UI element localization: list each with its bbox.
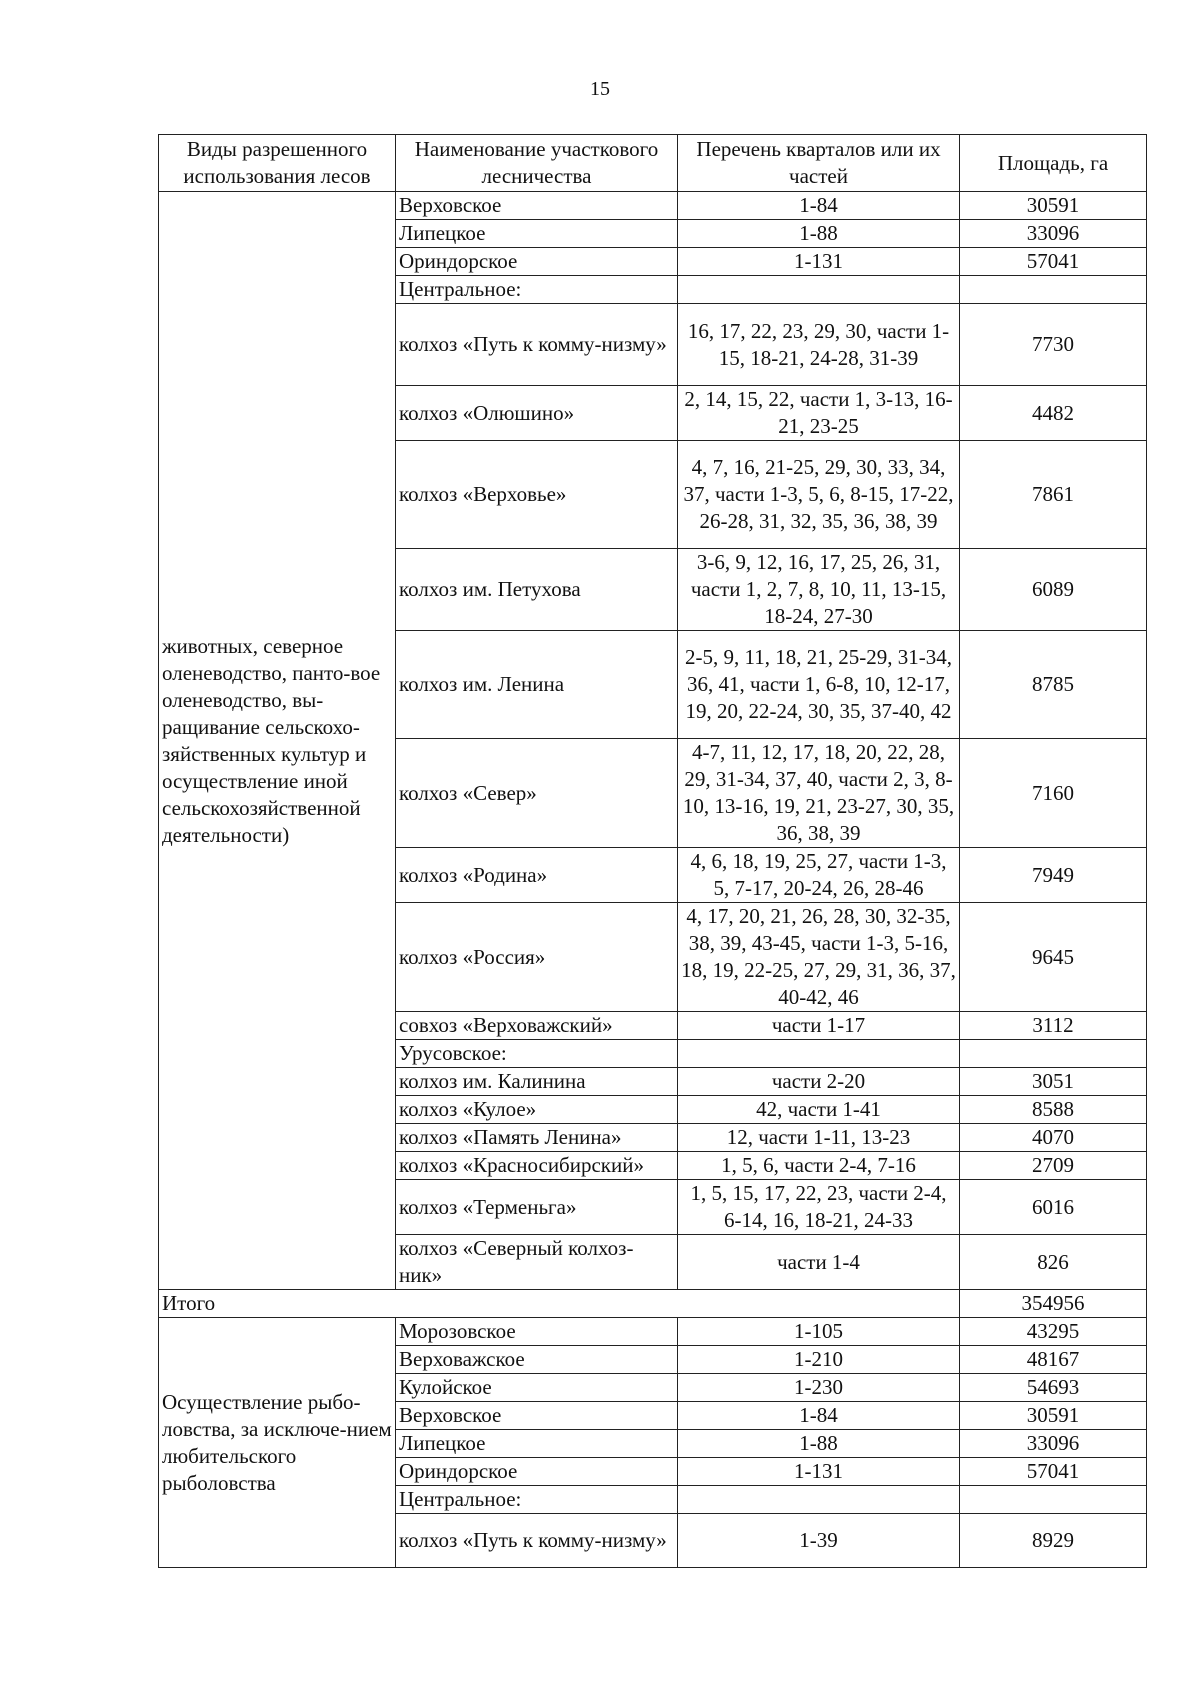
header-use-type: Виды разрешенного использования лесов	[159, 135, 396, 192]
forestry-name: колхоз им. Петухова	[396, 549, 678, 631]
area-cell: 33096	[960, 1430, 1147, 1458]
forestry-name: Ориндорское	[396, 1458, 678, 1486]
quarters-cell: 1-131	[678, 1458, 960, 1486]
total-label: Итого	[159, 1290, 960, 1318]
area-cell: 8929	[960, 1514, 1147, 1568]
quarters-cell: 4, 17, 20, 21, 26, 28, 30, 32-35, 38, 39, 43-45, части 1-3, 5-16, 18, 19, 22-25, 27, 29, 31, 36, 37, 40-42, 46	[678, 903, 960, 1012]
forestry-name: Центральное:	[396, 1486, 678, 1514]
area-cell: 826	[960, 1235, 1147, 1290]
forestry-name: колхоз им. Ленина	[396, 631, 678, 739]
forest-use-table	[158, 134, 1147, 1568]
forestry-name: колхоз «Кулое»	[396, 1096, 678, 1124]
area-cell: 3051	[960, 1068, 1147, 1096]
forestry-name: колхоз «Северный колхоз-ник»	[396, 1235, 678, 1290]
quarters-cell: 1, 5, 6, части 2-4, 7-16	[678, 1152, 960, 1180]
quarters-cell: 2, 14, 15, 22, части 1, 3-13, 16-21, 23-25	[678, 386, 960, 441]
forestry-name: Липецкое	[396, 1430, 678, 1458]
forestry-name: колхоз «Путь к комму-низму»	[396, 304, 678, 386]
quarters-cell	[678, 1040, 960, 1068]
table-row	[159, 192, 1147, 220]
area-cell: 57041	[960, 248, 1147, 276]
quarters-cell: 16, 17, 22, 23, 29, 30, части 1-15, 18-21, 24-28, 31-39	[678, 304, 960, 386]
forestry-name: колхоз «Терменьга»	[396, 1180, 678, 1235]
quarters-cell: 4, 6, 18, 19, 25, 27, части 1-3, 5, 7-17, 20-24, 26, 28-46	[678, 848, 960, 903]
area-cell: 7160	[960, 739, 1147, 848]
quarters-cell	[678, 1486, 960, 1514]
area-cell: 4070	[960, 1124, 1147, 1152]
quarters-cell: 1-84	[678, 1402, 960, 1430]
area-cell: 6089	[960, 549, 1147, 631]
area-cell: 7861	[960, 441, 1147, 549]
quarters-cell: 4-7, 11, 12, 17, 18, 20, 22, 28, 29, 31-34, 37, 40, части 2, 3, 8-10, 13-16, 19, 21, 23-27, 30, 35, 36, 38, 39	[678, 739, 960, 848]
area-cell: 30591	[960, 1402, 1147, 1430]
use-type-cell: животных, северное оленеводство, панто-вое оленеводство, вы-ращивание сельскохо-зяйственных культур и осуществление иной сельскохозяйственной деятельности)	[159, 192, 396, 1290]
forestry-name: Кулойское	[396, 1374, 678, 1402]
quarters-cell: 1-39	[678, 1514, 960, 1568]
forestry-name: Урусовское:	[396, 1040, 678, 1068]
total-area: 354956	[960, 1290, 1147, 1318]
quarters-cell: 1-88	[678, 1430, 960, 1458]
quarters-cell: 1-84	[678, 192, 960, 220]
quarters-cell: 3-6, 9, 12, 16, 17, 25, 26, 31, части 1, 2, 7, 8, 10, 11, 13-15, 18-24, 27-30	[678, 549, 960, 631]
quarters-cell: 4, 7, 16, 21-25, 29, 30, 33, 34, 37, части 1-3, 5, 6, 8-15, 17-22, 26-28, 31, 32, 35, 36, 38, 39	[678, 441, 960, 549]
table-row	[159, 1318, 1147, 1346]
area-cell: 4482	[960, 386, 1147, 441]
forestry-name: колхоз им. Калинина	[396, 1068, 678, 1096]
forestry-name: колхоз «Память Ленина»	[396, 1124, 678, 1152]
area-cell: 8785	[960, 631, 1147, 739]
quarters-cell	[678, 276, 960, 304]
quarters-cell: 1-88	[678, 220, 960, 248]
area-cell	[960, 1486, 1147, 1514]
total-row	[159, 1290, 1147, 1318]
forestry-name: колхоз «Красносибирский»	[396, 1152, 678, 1180]
quarters-cell: 2-5, 9, 11, 18, 21, 25-29, 31-34, 36, 41, части 1, 6-8, 10, 12-17, 19, 20, 22-24, 30, 35, 37-40, 42	[678, 631, 960, 739]
quarters-cell: 1-230	[678, 1374, 960, 1402]
forestry-name: колхоз «Родина»	[396, 848, 678, 903]
page-number: 15	[590, 78, 610, 100]
quarters-cell: части 1-4	[678, 1235, 960, 1290]
forestry-name: Морозовское	[396, 1318, 678, 1346]
forestry-name: колхоз «Олюшино»	[396, 386, 678, 441]
area-cell	[960, 276, 1147, 304]
header-area: Площадь, га	[960, 135, 1147, 192]
header-row	[159, 135, 1147, 192]
area-cell: 33096	[960, 220, 1147, 248]
forestry-name: колхоз «Верховье»	[396, 441, 678, 549]
forestry-name: Липецкое	[396, 220, 678, 248]
quarters-cell: 1, 5, 15, 17, 22, 23, части 2-4, 6-14, 16, 18-21, 24-33	[678, 1180, 960, 1235]
quarters-cell: 1-210	[678, 1346, 960, 1374]
area-cell	[960, 1040, 1147, 1068]
forestry-name: Ориндорское	[396, 248, 678, 276]
forestry-name: Центральное:	[396, 276, 678, 304]
area-cell: 9645	[960, 903, 1147, 1012]
quarters-cell: 1-105	[678, 1318, 960, 1346]
area-cell: 57041	[960, 1458, 1147, 1486]
area-cell: 6016	[960, 1180, 1147, 1235]
header-forestry-name: Наименование участкового лесничества	[396, 135, 678, 192]
quarters-cell: 12, части 1-11, 13-23	[678, 1124, 960, 1152]
area-cell: 54693	[960, 1374, 1147, 1402]
area-cell: 43295	[960, 1318, 1147, 1346]
area-cell: 3112	[960, 1012, 1147, 1040]
forestry-name: Верховское	[396, 192, 678, 220]
forestry-name: Верховское	[396, 1402, 678, 1430]
quarters-cell: части 1-17	[678, 1012, 960, 1040]
area-cell: 30591	[960, 192, 1147, 220]
area-cell: 7949	[960, 848, 1147, 903]
header-quarters: Перечень кварталов или их частей	[678, 135, 960, 192]
use-type-cell: Осуществление рыбо-ловства, за исключе-нием любительского рыболовства	[159, 1318, 396, 1568]
area-cell: 2709	[960, 1152, 1147, 1180]
forestry-name: колхоз «Россия»	[396, 903, 678, 1012]
quarters-cell: 1-131	[678, 248, 960, 276]
forestry-name: колхоз «Север»	[396, 739, 678, 848]
forestry-name: колхоз «Путь к комму-низму»	[396, 1514, 678, 1568]
forestry-name: совхоз «Верховажский»	[396, 1012, 678, 1040]
area-cell: 48167	[960, 1346, 1147, 1374]
area-cell: 7730	[960, 304, 1147, 386]
quarters-cell: части 2-20	[678, 1068, 960, 1096]
forestry-name: Верховажское	[396, 1346, 678, 1374]
quarters-cell: 42, части 1-41	[678, 1096, 960, 1124]
area-cell: 8588	[960, 1096, 1147, 1124]
